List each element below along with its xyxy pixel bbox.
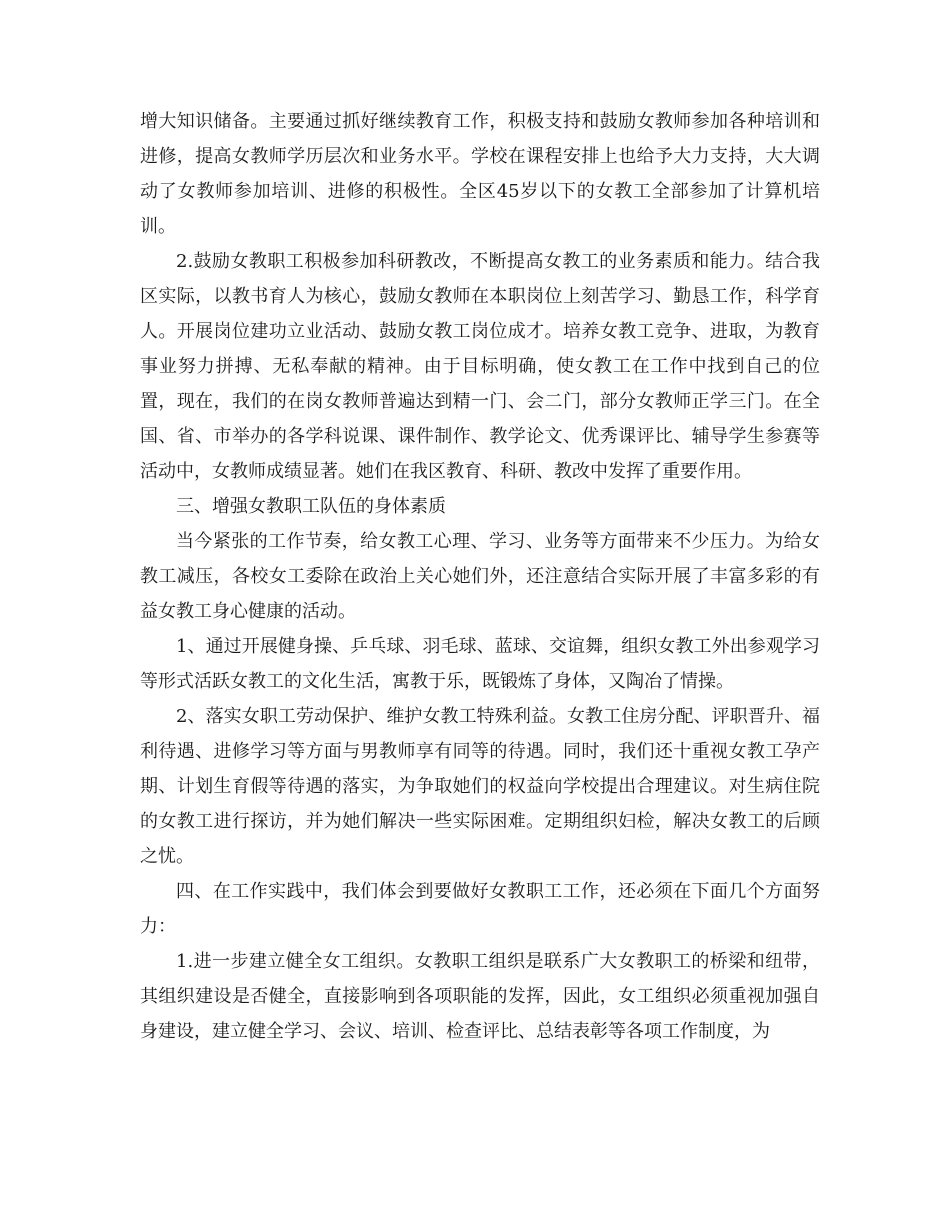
paragraph-8: 1.进一步建立健全女工组织。女教职工组织是联系广大女教职工的桥梁和纽带，其组织建设是否健全，直接影响到各项职能的发挥，因此，女工组织必须重视加强自身建设，建立健全学习、会议、培训、检查评比、总结表彰等各项工作制度，为 xyxy=(140,951,820,1042)
paragraph-4: 当今紧张的工作节奏，给女教工心理、学习、业务等方面带来不少压力。为给女教工减压，各校女工委除在政治上关心她们外，还注意结合实际开展了丰富多彩的有益女教工身心健康的活动。 xyxy=(140,531,820,622)
paragraph-2: 2.鼓励女教职工积极参加科研教改，不断提高女教工的业务素质和能力。结合我区实际，以教书育人为核心，鼓励女教师在本职岗位上刻苦学习、勤恳工作，科学育人。开展岗位建功立业活动、鼓励女教工岗位成才。培养女教工竞争、进取，为教育事业努力拼搏、无私奉献的精神。由于目标明确，使女教工在工作中找到自己的位置，现在，我们的在岗女教师普遍达到精一门、会二门，部分女教师正学三门。在全国、省、市举办的各学科说课、课件制作、教学论文、优秀课评比、辅导学生参赛等活动中，女教师成绩显著。她们在我区教育、科研、教改中发挥了重要作用。 xyxy=(140,251,820,482)
paragraph-5: 1、通过开展健身操、乒乓球、羽毛球、蓝球、交谊舞，组织女教工外出参观学习等形式活跃女教工的文化生活，寓教于乐，既锻炼了身体，又陶冶了情操。 xyxy=(140,636,820,692)
paragraph-1: 增大知识储备。主要通过抓好继续教育工作，积极支持和鼓励女教师参加各种培训和进修，提高女教师学历层次和业务水平。学校在课程安排上也给予大力支持，大大调动了女教师参加培训、进修的积极性。全区45岁以下的女教工全部参加了计算机培训。 xyxy=(140,111,820,237)
document-body xyxy=(140,104,820,1049)
section-heading-4: 四、在工作实践中，我们体会到要做好女教职工工作，还必须在下面几个方面努力： xyxy=(140,881,820,937)
section-heading-3: 三、增强女教职工队伍的身体素质 xyxy=(176,496,446,517)
paragraph-6: 2、落实女职工劳动保护、维护女教工特殊利益。女教工住房分配、评职晋升、福利待遇、进修学习等方面与男教师享有同等的待遇。同时，我们还十重视女教工孕产期、计划生育假等待遇的落实，为争取她们的权益向学校提出合理建议。对生病住院的女教工进行探访，并为她们解决一些实际困难。定期组织妇检，解决女教工的后顾之忧。 xyxy=(140,706,820,867)
